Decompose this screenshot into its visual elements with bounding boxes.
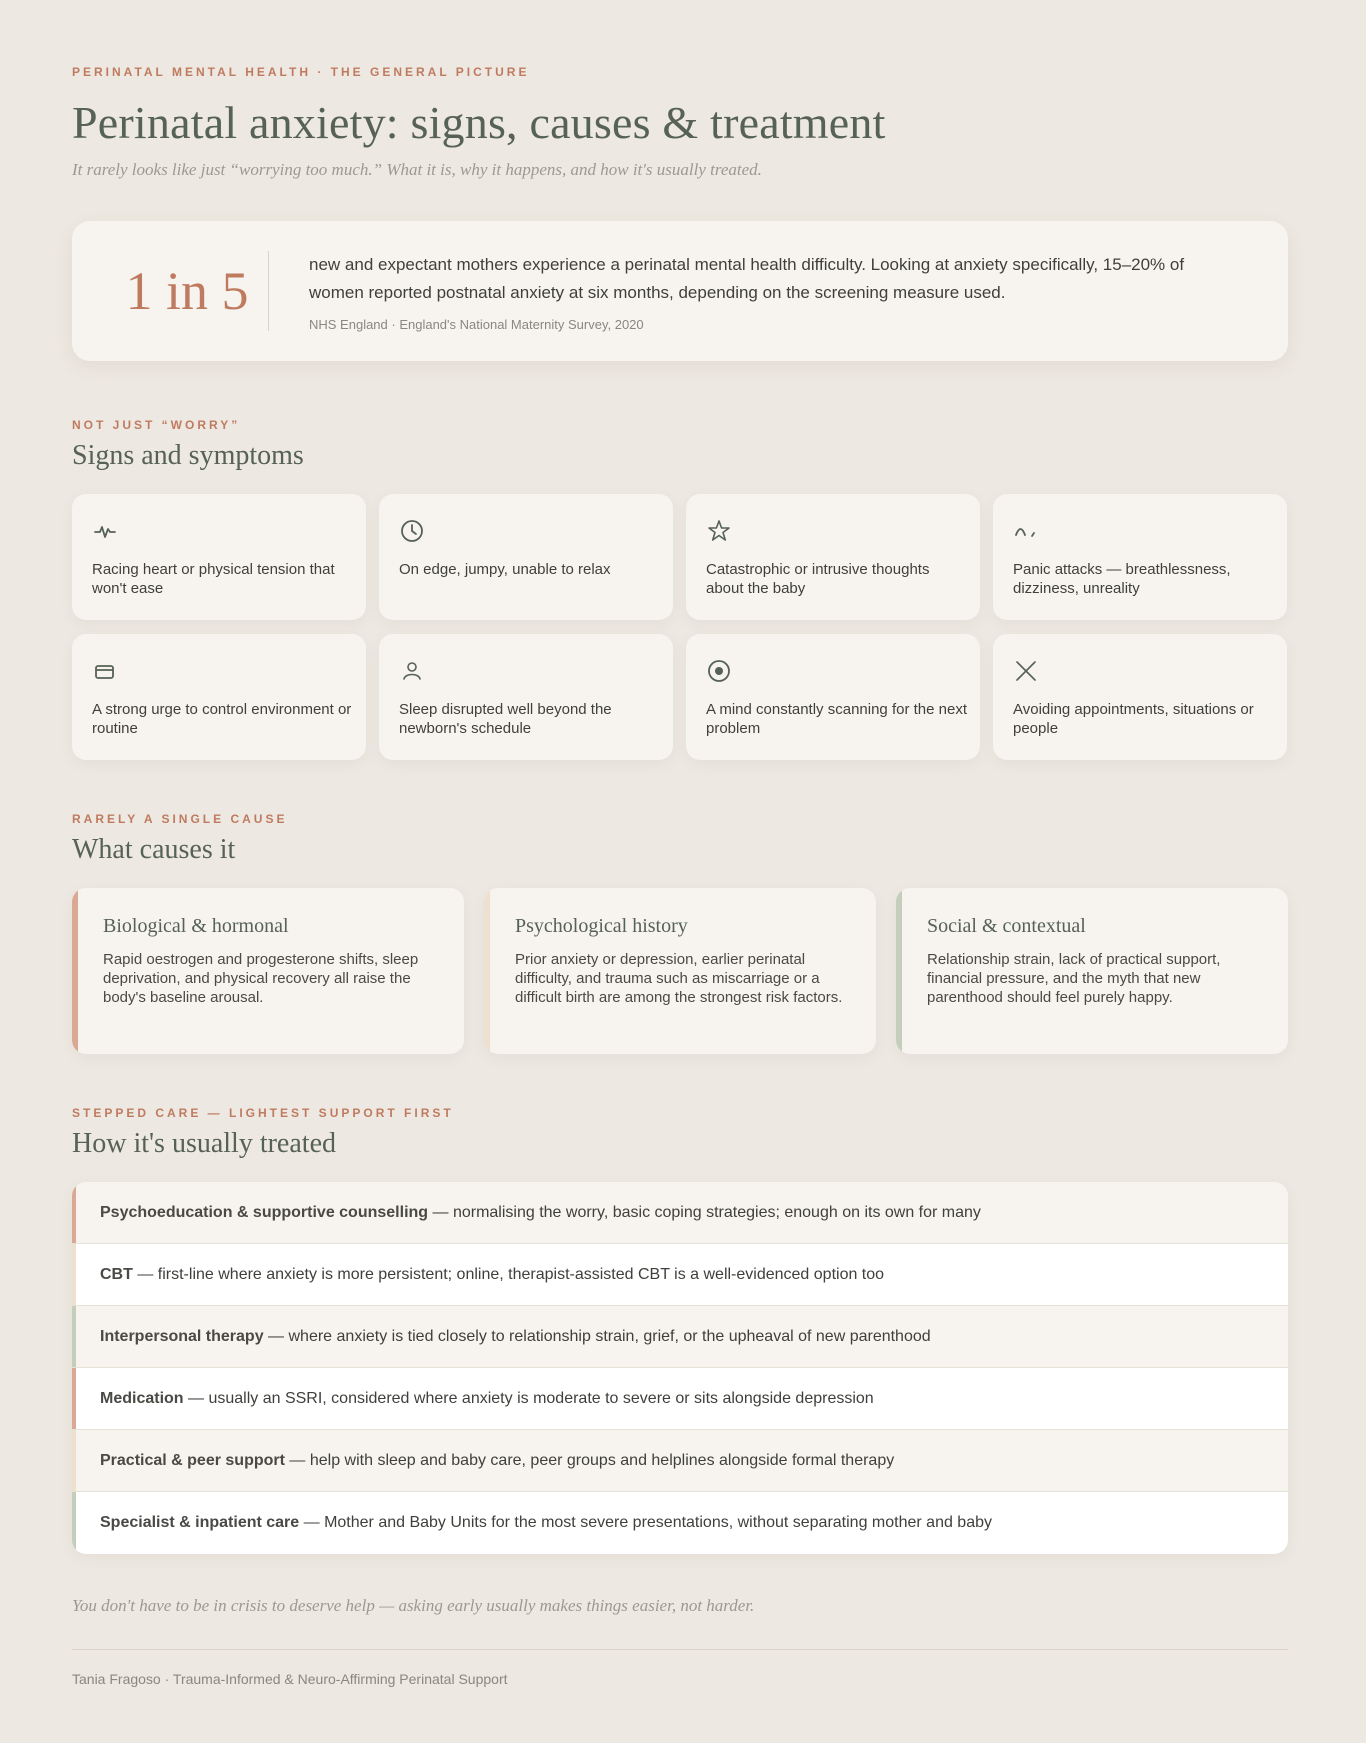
- treatment-accent-bar: [72, 1182, 76, 1243]
- cause-card-social: [896, 888, 1288, 1054]
- sign-text: Panic attacks — breathlessness, dizziness, unreality: [1013, 561, 1231, 597]
- treatment-row: [72, 1368, 1288, 1430]
- cause-accent-bar: [896, 888, 902, 1054]
- clock-icon: [399, 518, 425, 544]
- cause-accent-bar: [484, 888, 490, 1054]
- footer-credit: Tania Fragoso · Trauma-Informed & Neuro-Affirming Perinatal Support: [72, 1671, 508, 1687]
- treatment-desc: — where anxiety is tied closely to relationship strain, grief, or the upheaval of new parenthood: [263, 1327, 931, 1345]
- star-icon: [706, 518, 732, 544]
- cause-title: Biological & hormonal: [103, 915, 289, 937]
- heartbeat-icon: [92, 518, 118, 544]
- stat-card: [72, 221, 1288, 361]
- sign-card: [686, 494, 980, 620]
- sign-text: On edge, jumpy, unable to relax: [399, 561, 611, 578]
- cause-body: Prior anxiety or depression, earlier perinatal difficulty, and trauma such as miscarriage or a difficult birth are among the strongest risk factors.: [515, 951, 843, 1006]
- treatment-name: Practical & peer support: [100, 1451, 285, 1469]
- sign-text: Sleep disrupted well beyond the newborn's schedule: [399, 701, 612, 737]
- person-icon: [399, 658, 425, 684]
- cause-body: Rapid oestrogen and progesterone shifts, sleep deprivation, and physical recovery all raise the body's baseline arousal.: [103, 951, 419, 1006]
- treatment-desc: — Mother and Baby Units for the most severe presentations, without separating mother and baby: [299, 1514, 992, 1531]
- cause-accent-bar: [72, 888, 78, 1054]
- treatment-accent-bar: [72, 1306, 76, 1367]
- sign-text: Racing heart or physical tension that won't ease: [92, 561, 335, 597]
- treatment-list: [72, 1182, 1288, 1554]
- sign-card: [72, 634, 366, 760]
- treatment-name: Interpersonal therapy: [100, 1327, 264, 1345]
- treatment-row: [72, 1492, 1288, 1554]
- sign-card: [993, 634, 1287, 760]
- sign-text: A mind constantly scanning for the next problem: [706, 701, 967, 737]
- cross-icon: [1013, 658, 1039, 684]
- page-title: Perinatal anxiety: signs, causes & treatment: [72, 97, 886, 148]
- causes-title: What causes it: [72, 834, 236, 865]
- stat-text: new and expectant mothers experience a perinatal mental health difficulty. Looking at anxiety specifically, 15–20% of women reported postnatal anxiety at six months, depending on the screening measure used.: [309, 255, 1185, 302]
- sign-card: [686, 634, 980, 760]
- treatment-row: [72, 1182, 1288, 1244]
- cause-body: Relationship strain, lack of practical support, financial pressure, and the myth that new parenthood should feel purely happy.: [927, 951, 1221, 1006]
- sign-card: [72, 494, 366, 620]
- sign-card: [379, 494, 673, 620]
- signs-title: Signs and symptoms: [72, 440, 304, 471]
- cause-card-biological: [72, 888, 464, 1054]
- cause-card-psychological: [484, 888, 876, 1054]
- treatment-desc: — help with sleep and baby care, peer groups and helplines alongside formal therapy: [284, 1451, 895, 1469]
- treatment-desc: — usually an SSRI, considered where anxiety is moderate to severe or sits alongside depression: [183, 1389, 874, 1407]
- card-icon: [92, 658, 118, 684]
- treatment-desc: — normalising the worry, basic coping strategies; enough on its own for many: [428, 1203, 981, 1221]
- footer-divider: [72, 1649, 1288, 1650]
- stat-source: NHS England · England's National Maternity Survey, 2020: [309, 317, 644, 332]
- treatment-row: [72, 1306, 1288, 1368]
- treatment-accent-bar: [72, 1492, 76, 1554]
- treatment-name: CBT: [100, 1265, 133, 1283]
- treatment-title: How it's usually treated: [72, 1128, 336, 1159]
- page-eyebrow: PERINATAL MENTAL HEALTH · THE GENERAL PICTURE: [72, 65, 530, 79]
- sign-text: A strong urge to control environment or routine: [92, 701, 352, 737]
- treatment-name: Specialist & inpatient care: [100, 1514, 300, 1531]
- treatment-desc: — first-line where anxiety is more persistent; online, therapist-assisted CBT is a well-evidenced option too: [132, 1265, 885, 1283]
- sign-text: Avoiding appointments, situations or people: [1013, 701, 1254, 737]
- signs-eyebrow: NOT JUST “WORRY”: [72, 418, 241, 432]
- treatment-row: [72, 1244, 1288, 1306]
- sign-card: [379, 634, 673, 760]
- page-subtitle: It rarely looks like just “worrying too much.” What it is, why it happens, and how it's usually treated.: [72, 160, 762, 179]
- treatment-name: Psychoeducation & supportive counselling: [100, 1203, 429, 1221]
- sign-text: Catastrophic or intrusive thoughts about the baby: [706, 561, 930, 597]
- treatment-name: Medication: [100, 1389, 184, 1407]
- target-icon: [706, 658, 732, 684]
- closing-note: You don't have to be in crisis to deserve help — asking early usually makes things easier, not harder.: [72, 1596, 755, 1615]
- treatment-accent-bar: [72, 1430, 76, 1491]
- causes-eyebrow: RARELY A SINGLE CAUSE: [72, 812, 288, 826]
- sign-card: [993, 494, 1287, 620]
- treatment-accent-bar: [72, 1368, 76, 1429]
- cause-title: Psychological history: [515, 915, 688, 937]
- treatment-accent-bar: [72, 1244, 76, 1305]
- wave-icon: [1013, 518, 1039, 544]
- treatment-eyebrow: STEPPED CARE — LIGHTEST SUPPORT FIRST: [72, 1106, 454, 1120]
- stat-figure: 1 in 5: [125, 261, 249, 321]
- stat-divider: [268, 251, 269, 331]
- cause-title: Social & contextual: [927, 915, 1086, 937]
- treatment-row: [72, 1430, 1288, 1492]
